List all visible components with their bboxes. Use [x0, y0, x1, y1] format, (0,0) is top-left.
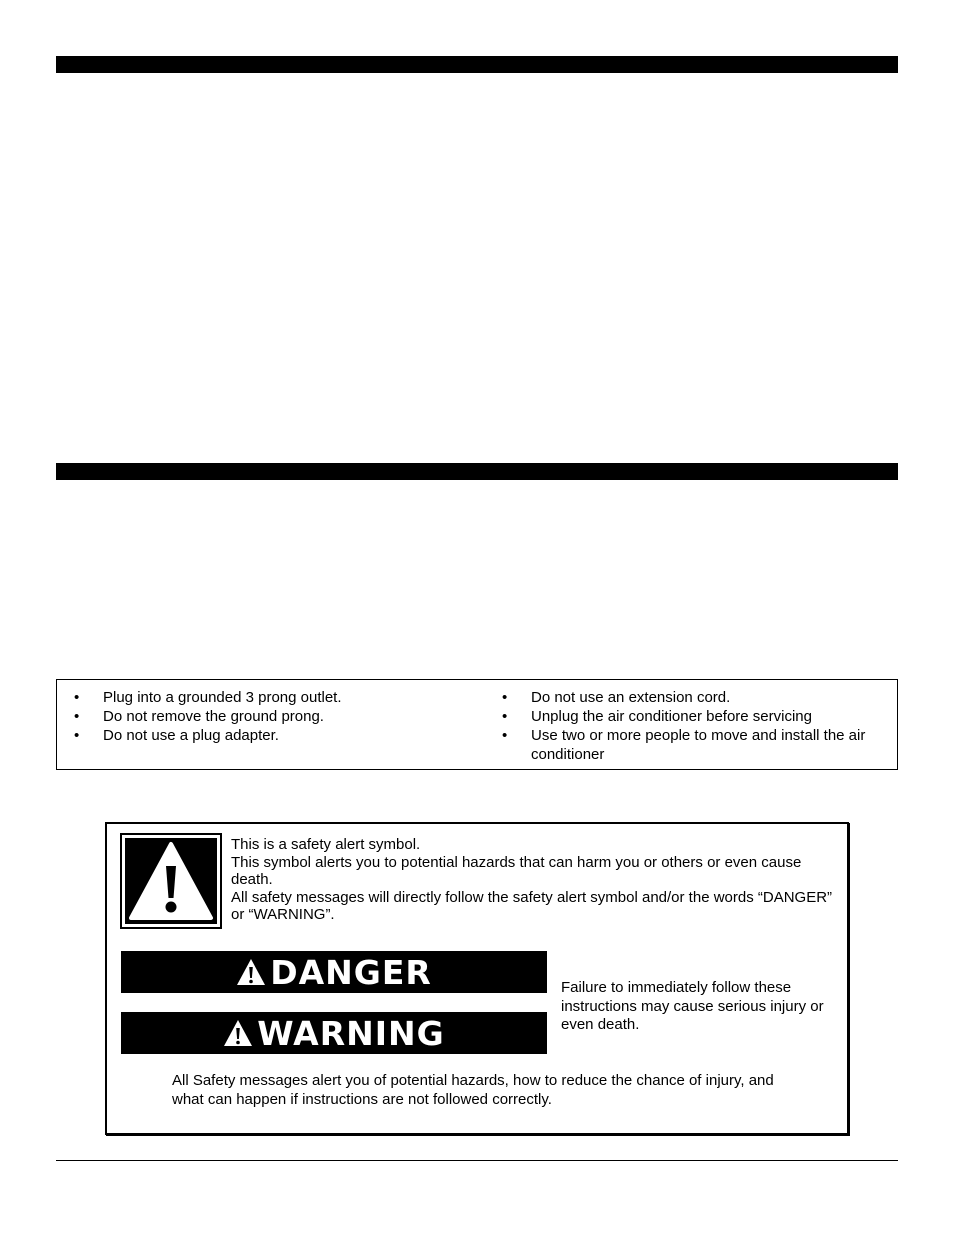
list-item: • Do not use a plug adapter. — [57, 726, 477, 745]
alert-line: All safety messages will directly follow the safety alert symbol and/or the words “DANGER” or “WARNING”. — [231, 888, 833, 923]
list-item: • Unplug the air conditioner before servicing — [485, 707, 895, 726]
list-item: • Do not remove the ground prong. — [57, 707, 477, 726]
requirements-list-left — [57, 688, 477, 745]
list-item: • Use two or more people to move and install the air conditioner — [485, 726, 895, 764]
electrical-requirements-box — [56, 679, 898, 770]
section-header-bar — [56, 56, 898, 73]
list-item: • Do not use an extension cord. — [485, 688, 895, 707]
warning-signal-banner — [121, 1012, 547, 1054]
failure-warning-text: Failure to immediately follow these instructions may cause serious injury or even death. — [561, 979, 824, 1033]
safety-messages-note: All Safety messages alert you of potential hazards, how to reduce the chance of injury, and what can happen if instructions are not followed correctly. — [172, 1072, 774, 1108]
list-item: • Plug into a grounded 3 prong outlet. — [57, 688, 477, 707]
alert-line: This is a safety alert symbol. — [231, 836, 421, 853]
warning-triangle-icon — [236, 957, 266, 987]
safety-alert-box — [105, 822, 849, 1135]
section-header-bar — [56, 463, 898, 480]
danger-signal-banner — [121, 951, 547, 993]
warning-label: WARNING — [257, 1013, 445, 1053]
safety-alert-symbol — [120, 833, 222, 929]
requirements-list-right — [485, 688, 895, 764]
warning-triangle-icon — [223, 1018, 253, 1048]
alert-line: This symbol alerts you to potential hazards that can harm you or others or even cause death. — [231, 853, 802, 888]
safety-alert-description — [231, 836, 836, 924]
safety-alert-triangle-icon — [125, 838, 217, 924]
footer-divider — [56, 1160, 898, 1161]
danger-label: DANGER — [270, 952, 432, 992]
